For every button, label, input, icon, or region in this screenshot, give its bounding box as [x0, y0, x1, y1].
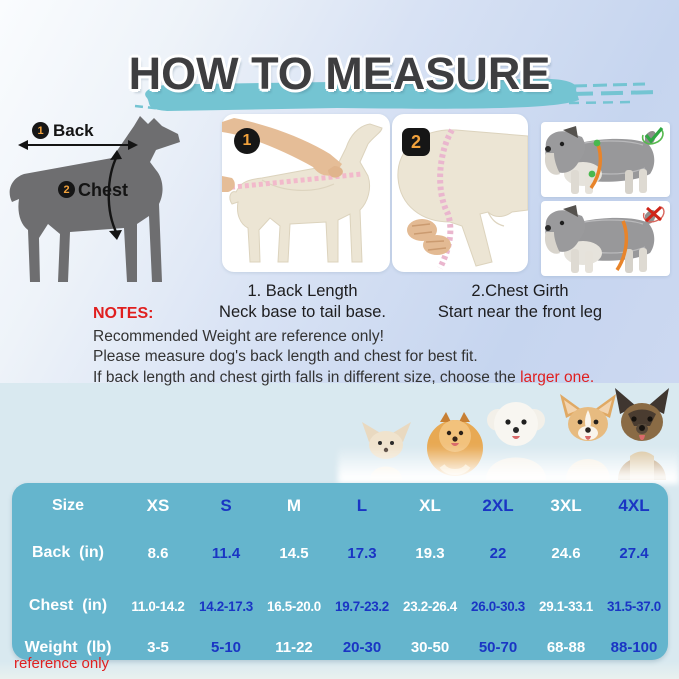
fog-overlay	[338, 446, 679, 484]
table-header-cell: M	[286, 496, 302, 515]
table-cell: 50-70	[478, 639, 518, 656]
table-cell: 20-30	[342, 639, 382, 656]
table-row-chest	[12, 577, 668, 635]
notes-line: Please measure dog's back length and chest for best fit.	[93, 348, 478, 365]
table-header-row	[12, 483, 668, 529]
table-cell: 8.6	[147, 544, 169, 562]
table-cell: 27.4	[619, 544, 649, 562]
row-label: Back (in)	[31, 544, 104, 561]
notes-line: Recommended Weight are reference only!	[93, 327, 384, 345]
table-cell: 16.5-20.0	[267, 598, 321, 614]
step1-caption-title: 1. Back Length	[247, 282, 358, 300]
table-header-cell: S	[220, 496, 232, 515]
table-cell: 14.2-17.3	[199, 598, 253, 614]
table-cell: 22	[489, 544, 507, 562]
step-number-badge: 2	[402, 128, 430, 156]
table-cell: 11.4	[211, 544, 241, 562]
table-cell: 26.0-30.3	[471, 598, 525, 614]
table-cell: 88-100	[610, 639, 658, 656]
step-number-badge: 1	[234, 128, 260, 154]
table-footnote: reference only	[14, 655, 110, 672]
step2-caption-subtitle: Start near the front leg	[437, 303, 603, 321]
table-header-cell: XL	[419, 496, 441, 515]
check-icon	[639, 125, 665, 148]
table-row-weight	[12, 635, 668, 660]
table-header-cell: 2XL	[482, 496, 514, 515]
notes-line3-highlight: larger one.	[520, 368, 595, 386]
table-cell: 31.5-37.0	[607, 598, 661, 614]
table-cell: 14.5	[279, 544, 309, 562]
row-label: Chest (in)	[28, 597, 108, 614]
table-cell: 29.1-33.1	[539, 598, 593, 614]
step2-photo-card	[392, 114, 528, 272]
size-chart-table	[12, 483, 668, 660]
table-header-cell: 4XL	[618, 496, 650, 515]
back-measure-badge: 1	[32, 122, 49, 139]
step1-caption-subtitle: Neck base to tail base.	[219, 303, 386, 321]
chest-measure-label: Chest	[78, 180, 129, 200]
chest-measure-badge: 2	[58, 181, 75, 198]
notes-line3-text: If back length and chest girth falls in different size, choose the	[93, 368, 521, 386]
table-cell: 68-88	[546, 639, 586, 656]
table-cell: 11-22	[275, 639, 313, 656]
table-cell: 23.2-26.4	[403, 598, 457, 614]
step1-photo-card	[222, 114, 390, 272]
table-header-cell: XS	[146, 496, 170, 515]
notes-section	[93, 304, 594, 388]
table-header-cell: 3XL	[550, 496, 582, 515]
cross-icon	[640, 203, 666, 226]
table-cell: 30-50	[410, 639, 450, 656]
back-measure-label: Back	[53, 121, 94, 140]
table-cell: 11.0-14.2	[131, 598, 185, 614]
wrong-fit-photo-card	[541, 201, 670, 276]
table-cell: 24.6	[551, 544, 581, 562]
row-label: Weight (lb)	[24, 638, 112, 656]
page-title: HOW TO MEASURE	[128, 48, 551, 99]
table-cell: 19.7-23.2	[335, 598, 389, 614]
table-header-cell: L	[356, 496, 368, 515]
dog-silhouette-illustration	[4, 112, 216, 296]
table-header-cell: Size	[51, 497, 84, 514]
notes-heading: NOTES:	[93, 305, 154, 322]
table-cell: 3-5	[147, 639, 169, 656]
table-cell: 19.3	[415, 544, 445, 562]
table-row-back	[12, 529, 668, 577]
notes-line	[93, 368, 594, 389]
table-cell: 5-10	[210, 639, 242, 656]
step2-caption-title: 2.Chest Girth	[471, 282, 569, 300]
table-cell: 17.3	[347, 544, 377, 562]
correct-fit-photo-card	[541, 122, 670, 197]
